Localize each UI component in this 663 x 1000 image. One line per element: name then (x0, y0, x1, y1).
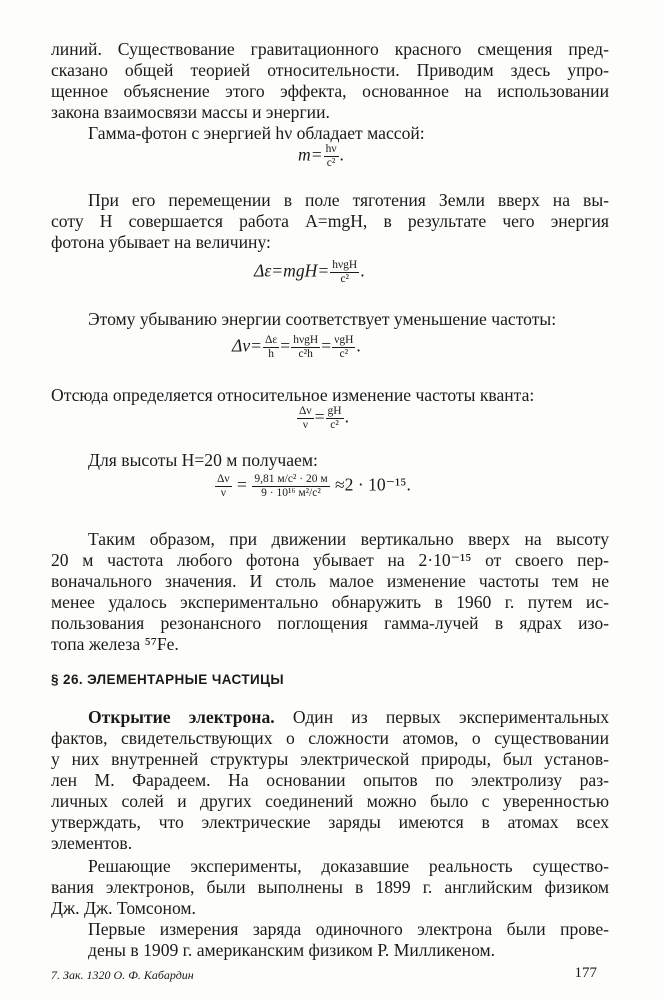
equation-energy: Δε=mgH= $\frac{\text{hνgH}}{\text{c²}}$ . (254, 259, 365, 285)
text-line: менее удалось экспериментально обнаружить в 1960 г. путем ис- (51, 592, 609, 612)
text-line: Первые измерения заряда одиночного электрона были прове- (88, 919, 609, 939)
text-line: топа железа ⁵⁷Fe. (51, 634, 179, 654)
equation-numeric: $\frac{\Delta\nu}{\nu}$ = $\frac{\text{9,81 м/с² · 20 м}}{\text{9 · 10¹⁶ м²/с²}}$ ≈2 · 10⁻¹⁵. (217, 473, 411, 499)
text-line: лен М. Фарадеем. На основании опытов по электролизу раз- (51, 770, 609, 790)
text-line: Решающие эксперименты, доказавшие реальность существо- (88, 856, 609, 876)
text-line: линий. Существование гравитационного красного смещения пред- (51, 39, 609, 59)
text-line: закона взаимосвязи массы и энергии. (51, 102, 330, 122)
text-line: При его перемещении в поле тяготения Земли вверх на вы- (88, 190, 609, 210)
text-line: элементов. (51, 833, 133, 853)
equation-relative-change: $\frac{\Delta\nu}{\nu}$ = $\frac{gH}{\text{c²}}$ . (299, 405, 350, 431)
text-line: Таким образом, при движении вертикально вверх на высоту (88, 529, 609, 549)
text-line: дены в 1909 г. американским физиком Р. Милликеном. (88, 940, 496, 960)
section-heading: § 26. ЭЛЕМЕНТАРНЫЕ ЧАСТИЦЫ (51, 672, 284, 687)
text-line: сказано общей теорией относительности. Приводим здесь упро- (51, 60, 609, 80)
text-line: 20 м частота любого фотона убывает на 2·10⁻¹⁵ от своего пер- (51, 550, 609, 570)
text-line: Открытие электрона. Один из первых экспериментальных (88, 707, 609, 727)
text-line: фотона убывает на величину: (51, 232, 271, 252)
text-line: Гамма-фотон с энергией hν обладает массой: (88, 123, 425, 143)
subsection-title: Открытие электрона. (88, 707, 275, 727)
text-line: фактов, свидетельствующих о сложности атомов, о существовании (51, 728, 609, 748)
text-line: вания электронов, были выполнены в 1899 г. английским физиком (51, 877, 609, 897)
text-line: Дж. Дж. Томсоном. (51, 898, 196, 918)
text-line: Отсюда определяется относительное изменение частоты кванта: (51, 385, 535, 405)
text-line: Этому убыванию энергии соответствует уменьшение частоты: (88, 309, 557, 329)
text-line: щенное объяснение этого эффекта, основанное на использовании (51, 81, 609, 101)
page-number: 177 (574, 965, 597, 981)
footer-signature: 7. Зак. 1320 О. Ф. Кабардин (51, 968, 194, 982)
equation-mass: m= $\frac{h\nu}{\text{c²}}$ . (298, 143, 344, 169)
text-line: соту H совершается работа A=mgH, в результате чего энергия (51, 211, 609, 231)
text-line: Для высоты H=20 м получаем: (88, 450, 318, 470)
text-line: у них внутренней структуры электрической природы, был установ- (51, 749, 609, 769)
equation-frequency: Δν= $\frac{\Delta\varepsilon}{h}$ = $\frac{\text{hνgH}}{\text{c²h}}$ = $\frac{\text{νgH}}{\text{c²}}$ . (232, 334, 361, 360)
text-line: воначального значения. И столь малое изменение частоты тем не (51, 571, 609, 591)
text-line: личных солей и других соединений можно было с уверенностью (51, 791, 609, 811)
text-line: утверждать, что электрические заряды имеются в атомах всех (51, 812, 609, 832)
text-line: пользования резонансного поглощения гамма-лучей в ядрах изо- (51, 613, 609, 633)
